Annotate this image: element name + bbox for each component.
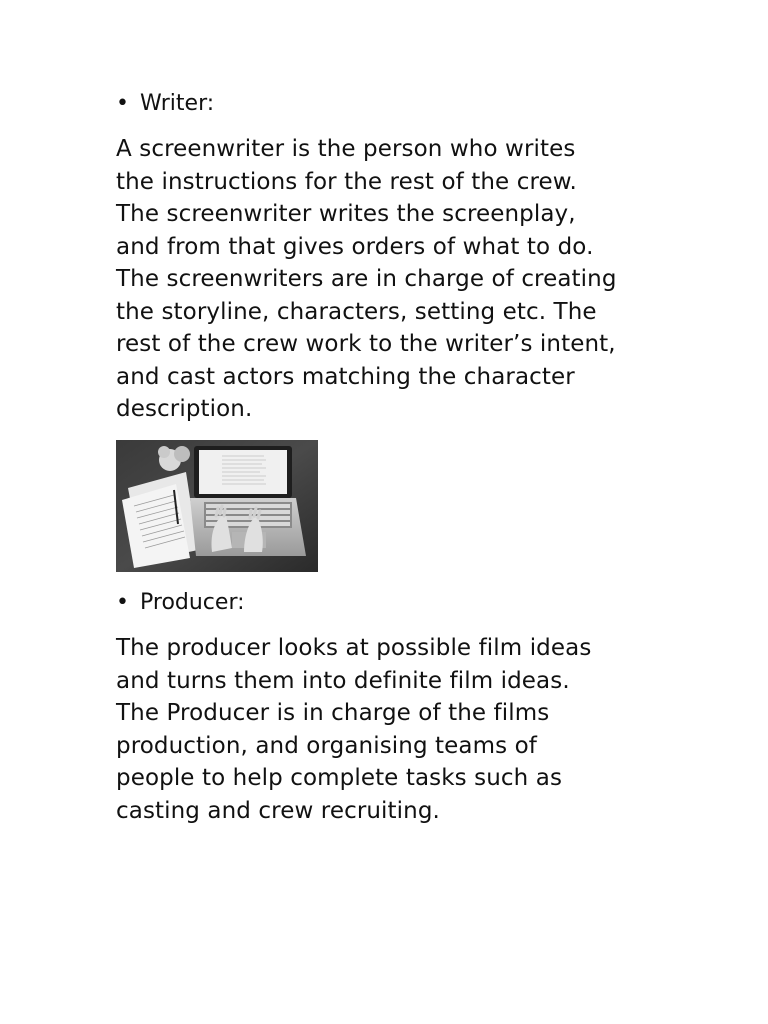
text-line: The Producer is in charge of the films: [116, 700, 550, 726]
paragraph-producer: [116, 632, 696, 827]
paragraph-writer: [116, 133, 696, 426]
bullet-heading-writer: [116, 88, 214, 120]
text-line: casting and crew recruiting.: [116, 797, 440, 824]
text-line: production, and organising teams of: [116, 732, 537, 759]
bullet-dot: •: [116, 91, 129, 116]
text-line: and from that gives orders of what to do.: [116, 233, 594, 260]
text-line: A screenwriter is the person who writes: [116, 136, 576, 162]
text-line: The screenwriters are in charge of creating: [116, 266, 617, 292]
heading-writer: Writer:: [140, 91, 215, 116]
text-line: description.: [116, 396, 253, 422]
text-line: rest of the crew work to the writer’s intent,: [116, 331, 616, 357]
text-line: people to help complete tasks such as: [116, 765, 563, 791]
text-line: and turns them into definite film ideas.: [116, 667, 570, 694]
bullet-dot: •: [116, 590, 129, 615]
text-line: The producer looks at possible film ideas: [116, 635, 592, 661]
text-line: the instructions for the rest of the crew.: [116, 168, 577, 195]
text-line: The screenwriter writes the screenplay,: [116, 201, 576, 227]
laptop-typing-photo: [116, 440, 318, 572]
bullet-heading-producer: [116, 587, 245, 619]
heading-producer: Producer:: [140, 590, 245, 615]
text-line: the storyline, characters, setting etc. The: [116, 298, 597, 325]
text-line: and cast actors matching the character: [116, 363, 575, 390]
